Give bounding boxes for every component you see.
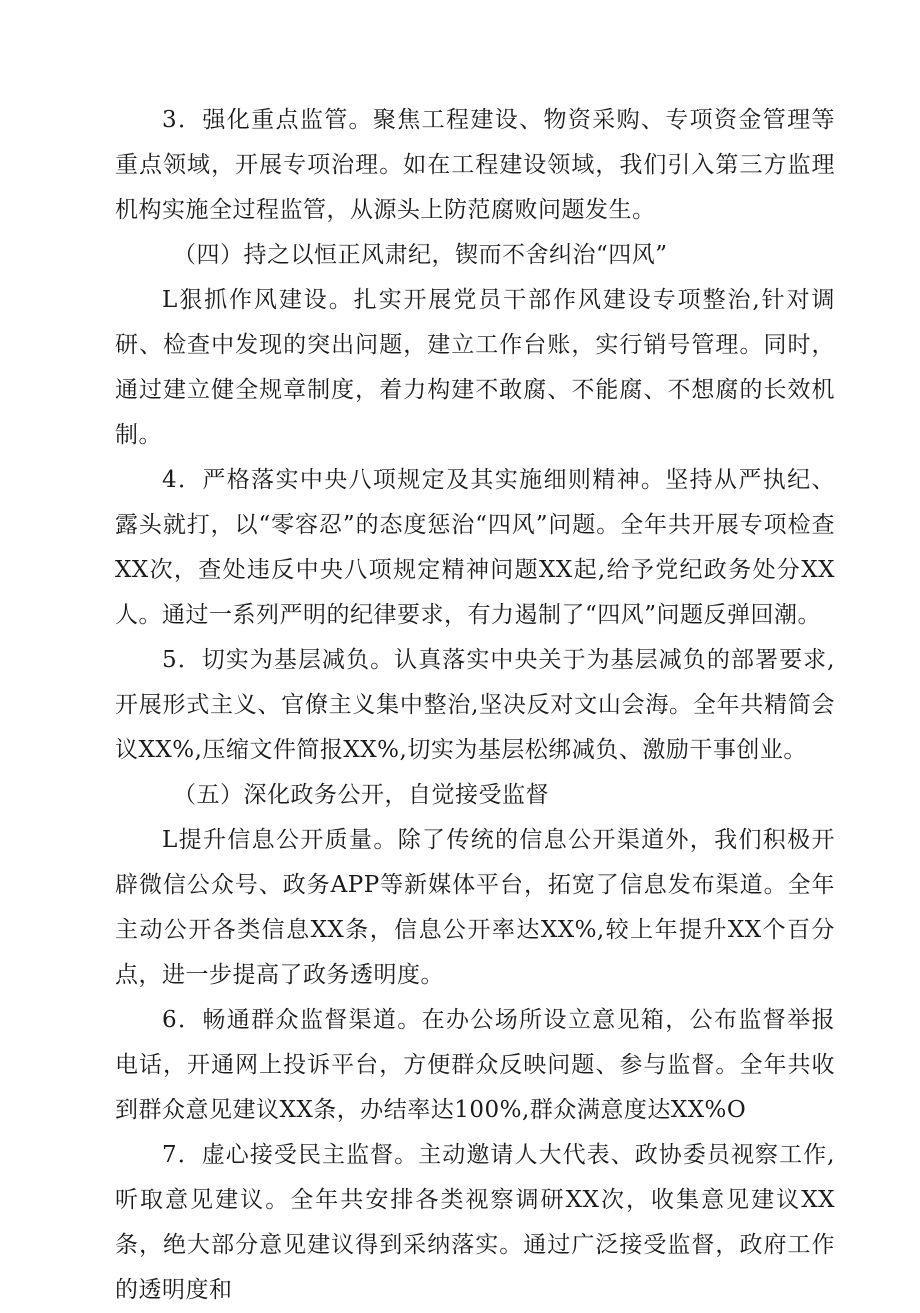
document-body bbox=[115, 98, 835, 1313]
paragraph-eight-rules: 4．严格落实中央八项规定及其实施细则精神。坚持从严执纪、露头就打，以“零容忍”的态度惩治“四风”问题。全年共开展专项检查XX次，查处违反中央八项规定精神问题XX起,给予党纪政务处分XX人。通过一系列严明的纪律要求，有力遏制了“四风”问题反弹回潮。 bbox=[115, 467, 835, 628]
paragraph-information-disclosure: L提升信息公开质量。除了传统的信息公开渠道外，我们积极开辟微信公众号、政务APP等新媒体平台，拓宽了信息发布渠道。全年主动公开各类信息XX条，信息公开率达XX%,较上年提升XX个百分点，进一步提高了政务透明度。 bbox=[115, 827, 835, 988]
paragraph-democratic-supervision: 7．虚心接受民主监督。主动邀请人大代表、政协委员视察工作,听取意见建议。全年共安排各类视察调研XX次，收集意见建议XX条，绝大部分意见建议得到采纳落实。通过广泛接受监督，政府工作的透明度和 bbox=[115, 1142, 835, 1303]
section-heading-four: （四）持之以恒正风肃纪，锲而不舍纠治“四风” bbox=[173, 242, 668, 268]
paragraph-strengthen-supervision: 3．强化重点监管。聚焦工程建设、物资采购、专项资金管理等重点领域，开展专项治理。如在工程建设领域，我们引入第三方监理机构实施全过程监管，从源头上防范腐败问题发生。 bbox=[115, 107, 835, 223]
section-heading-five: （五）深化政务公开，自觉接受监督 bbox=[173, 782, 549, 808]
paragraph-work-style: L狠抓作风建设。扎实开展党员干部作风建设专项整治,针对调研、检查中发现的突出问题，建立工作台账，实行销号管理。同时，通过建立健全规章制度，着力构建不敢腐、不能腐、不想腐的长效机制。 bbox=[115, 287, 835, 448]
paragraph-public-supervision: 6．畅通群众监督渠道。在办公场所设立意见箱，公布监督举报电话，开通网上投诉平台，方便群众反映问题、参与监督。全年共收到群众意见建议XX条，办结率达100%,群众满意度达XX%O bbox=[115, 1007, 835, 1123]
paragraph-reduce-burden: 5．切实为基层减负。认真落实中央关于为基层减负的部署要求,开展形式主义、官僚主义集中整治,坚决反对文山会海。全年共精简会议XX%,压缩文件简报XX%,切实为基层松绑减负、激励干事创业。 bbox=[115, 647, 835, 763]
